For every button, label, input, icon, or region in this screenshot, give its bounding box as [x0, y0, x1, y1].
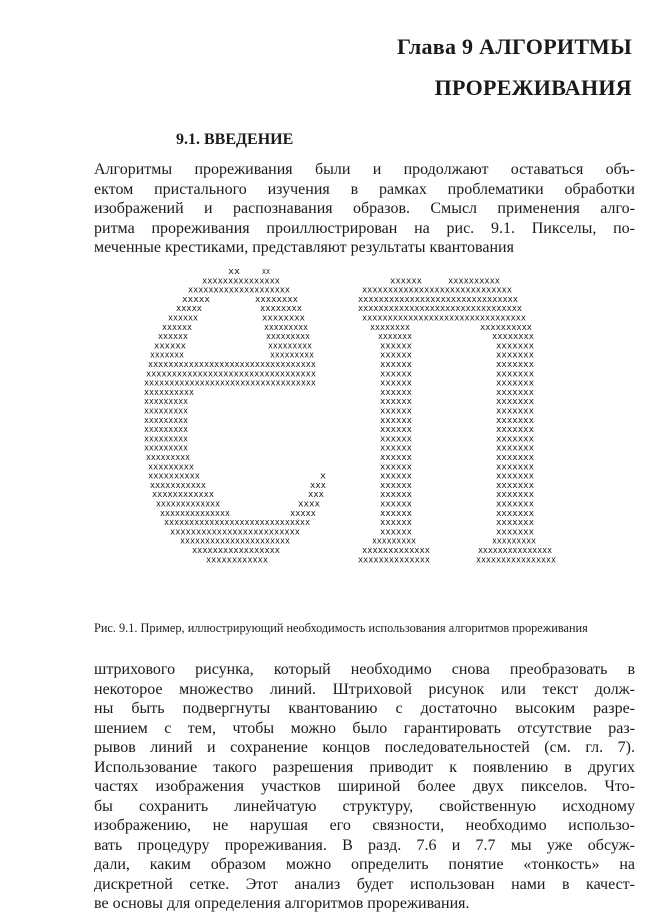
pixel-row: xxx [310, 480, 326, 491]
pixel-row: xxxxxx [380, 453, 412, 463]
intro-line: меченные крестиками, представляют результаты квантования [94, 239, 514, 256]
pixel-glyph-group [144, 267, 556, 565]
continuation-line: дали, каким образом можно определить понятие «тонкость» на [94, 856, 635, 873]
pixel-row: xxx [308, 490, 324, 501]
pixel-row: xxxxxx [380, 527, 412, 538]
pixel-row: xxxxxx [380, 397, 412, 408]
continuation-line: изображению, не нарушая его связности, необходимо использо- [94, 817, 635, 834]
continuation-paragraph [94, 660, 635, 914]
pixel-row: xxxxxx [380, 434, 412, 445]
pixel-row: xxxxxxx [496, 453, 534, 463]
pixel-row: xxxxxxx [496, 350, 534, 361]
pixel-row: xxxxxxxxxxxxxxxxxxxxxxxxxxxxx [362, 285, 512, 296]
intro-paragraph [94, 160, 635, 258]
pixel-row: xxxxxxx [496, 360, 534, 370]
continuation-line: Использование такого разрешения приводит к появлению в других [94, 758, 635, 776]
pixel-row: xxxxxxx [496, 518, 534, 529]
chapter-title-line-2: ПРОРЕЖИВАНИЯ [434, 75, 632, 100]
pixel-row: xxxxxxxxxxxxxx [358, 555, 430, 566]
intro-line: ектом пристального изучения в рамках проблематики обработки [94, 180, 635, 198]
pixel-row: xxxxxxxxx [148, 462, 194, 473]
continuation-line: ве основы для определения алгоритмов прореживания. [94, 895, 470, 912]
pixel-row: xxxxxxxx [370, 322, 410, 333]
pixel-row: xxxxxxxxxxxx [206, 555, 268, 566]
continuation-line: некоторое множество линий. Штриховой рисунок или текст долж- [94, 680, 635, 698]
pixel-row: xxxxxxx [496, 471, 534, 482]
pixel-row: xxxxxx [380, 387, 412, 398]
pixel-row: xxxxxxxxxxxxxxxxxxxxxxxxxxxxxxxxxx [144, 378, 316, 389]
continuation-line: ны быть подвергнуты квантованию с достаточно высоким разре- [94, 700, 635, 717]
intro-line: Алгоритмы прореживания были и продолжают оставаться объ- [94, 161, 635, 178]
pixel-row: xxxxxxx [496, 443, 534, 454]
pixel-row: xxxxxxxxx [144, 406, 188, 417]
pixel-row: xxxxxxxxxxxxxxxxxxxxxxxxxxxxxxxx [362, 313, 526, 324]
pixel-row: xxxxxxxxx [266, 332, 310, 343]
pixel-row: xxxxxx [380, 350, 412, 361]
pixel-row: xxxxxxxxxxxxxx [160, 508, 230, 519]
pixel-row: xxxxxxx [378, 332, 412, 343]
pixel-row: xxxxxxx [150, 350, 184, 361]
pixel-row: xxxxxx [380, 425, 412, 436]
continuation-line: частях изображения участков шириной более двух пикселов. Что- [94, 778, 635, 795]
figure-caption: Рис. 9.1. Пример, иллюстрирующий необходимость использования алгоритмов прореживания [94, 621, 588, 635]
pixel-row: xxxxxx [380, 471, 412, 482]
pixel-row: x [320, 471, 326, 482]
pixel-row: xxxxxxxxxxxxxxxxxxxxxx [180, 536, 290, 547]
pixel-row: xxxxxxx [496, 387, 534, 398]
pixel-row: xxxxxxxxxx [480, 322, 532, 333]
chapter-title [397, 26, 632, 108]
pixel-row: xxxxxxxxxxx [150, 480, 206, 491]
pixel-row: xxxxxxxxx [264, 322, 308, 333]
pixel-row: xxxxxxxxx [144, 443, 188, 454]
pixel-row: xxxxxx [380, 462, 412, 473]
pixel-row: xxxxxxxxx [144, 415, 188, 426]
pixel-row: xxxxxxxx [260, 304, 302, 315]
pixel-row: xxxxxxxxxx [148, 471, 200, 482]
pixel-row: xxxxxxxxxxxxxxxxxxxxxxxxxxxxx [164, 518, 310, 529]
pixel-row: xxxxxxxxx [144, 397, 188, 408]
continuation-line: шением с тем, чтобы можно было гарантировать отсутствие раз- [94, 719, 635, 737]
pixel-row: xxxxxxx [496, 378, 534, 389]
pixel-row: xxxxxxxxxxxxxxxx [476, 555, 556, 566]
pixel-row: xxxxxx [380, 406, 412, 417]
pixel-row: xxxxxxxxx [144, 434, 188, 445]
pixel-row: xxxxxxxxxxxxx [156, 499, 220, 510]
pixel-row: xx [262, 267, 270, 277]
pixel-row: xxxxxxxxxxxxxxxxxxxxxxxxxxxxxxx [358, 294, 518, 305]
pixel-row: xxxxxxx [496, 341, 534, 352]
pixel-row: xxxxxx [162, 322, 192, 333]
pixel-row: xxxxxxxxx [268, 341, 312, 352]
section-heading: 9.1. ВВЕДЕНИЕ [176, 131, 294, 148]
pixel-row: xxxxxx [380, 360, 412, 370]
pixel-row: xxxxxxxxx [146, 453, 190, 463]
pixel-row: xxxxxxxxx [372, 536, 416, 547]
continuation-line: бы сохранить линейчатую структуру, свойственную исходному [94, 797, 635, 815]
pixel-row: xxxxxxxxxxxxxxxxxxxxxxxxxxxxxxxxx [148, 360, 316, 370]
pixel-row: xxxxxx [380, 369, 412, 380]
pixel-row: xxxxxxxxxxxxx [362, 546, 430, 556]
continuation-line: рывов линий и сохранение концов последовательностей (см. гл. 7). [94, 739, 635, 756]
pixel-row: xxxxxxxx [255, 294, 298, 305]
pixel-row: xxxxxx [380, 490, 412, 501]
intro-line: ритма прореживания проиллюстрирован на рис. 9.1. Пикселы, по- [94, 219, 635, 237]
intro-line: изображений и распознавания образов. Смысл применения алго- [94, 200, 635, 217]
pixel-art-figure [140, 266, 585, 606]
pixel-row: xxxxxxxxxxxxxxx [202, 276, 280, 287]
pixel-row: xxxxxxx [496, 434, 534, 445]
pixel-row: xxxxxxxxxxxx [152, 490, 214, 501]
pixel-row: xxxxxxxxxxxxxxxxxxxxxxxxxxxxxxxx [358, 304, 522, 315]
pixel-row: xxxxxxx [496, 369, 534, 380]
pixel-row: xxxxxxx [496, 397, 534, 408]
pixel-row: xxxxxx [390, 276, 422, 287]
pixel-row: xxxxxx [380, 518, 412, 529]
pixel-row: xxxxxxx [496, 508, 534, 519]
pixel-row: xxxxxx [380, 480, 412, 491]
pixel-row: xxxxxxxxx [270, 350, 314, 361]
pixel-row: xxxxxxx [496, 425, 534, 436]
pixel-row: xxxxxxxxxxxxxxxxxxxx [188, 285, 290, 296]
chapter-title-line-1: Глава 9 АЛГОРИТМЫ [397, 34, 632, 59]
pixel-row: xxxxxx [380, 341, 412, 352]
pixel-row: xxxxxxxxxxxxxxxxxxxxxxxxxxxxxxxxx [146, 369, 316, 380]
pixel-row: xxxxxxx [496, 480, 534, 491]
pixel-row: xxxxxxxxx [492, 536, 536, 547]
pixel-row: xxxxxxxx [492, 332, 534, 343]
continuation-line: штрихового рисунка, который необходимо снова преобразовать в [94, 661, 635, 678]
pixel-row: xxxx [298, 499, 320, 510]
pixel-row: xxxxx [290, 508, 316, 519]
pixel-row: xxxxx [176, 304, 202, 315]
pixel-row: xxxxxx [380, 508, 412, 519]
pixel-row: xxxxxx [168, 313, 198, 324]
pixel-row: xxxxxxxxxxxxxxxxxxxxxxxxx [170, 527, 300, 538]
pixel-row: xxxxxxxxxxxxxxxxx [192, 546, 280, 556]
pixel-row: xxxxxxx [496, 415, 534, 426]
figure-9-1 [140, 266, 585, 606]
continuation-line: дискретной сетке. Этот анализ будет использован нами в качест- [94, 875, 635, 893]
pixel-row: xxxxxxxxxx [448, 276, 500, 287]
pixel-row: xxxxxx [158, 332, 188, 343]
pixel-row: xxxxxxxxxxxxxxx [478, 546, 552, 556]
pixel-row: xxxxxxx [496, 462, 534, 473]
pixel-row: xxxxx [182, 294, 210, 305]
pixel-row: xxxxxx [380, 443, 412, 454]
pixel-row: xxxxxx [154, 341, 186, 352]
pixel-row: xxxxxx [380, 415, 412, 426]
pixel-row: xxxxxx [380, 499, 412, 510]
pixel-row: xxxxxxx [496, 499, 534, 510]
pixel-row: xxxxxxx [496, 406, 534, 417]
pixel-row: xxxxxxx [496, 490, 534, 501]
pixel-row: xxxxxxxxx [144, 425, 188, 436]
pixel-row: xx [228, 267, 240, 277]
pixel-row: xxxxxxx [496, 527, 534, 538]
pixel-row: xxxxxxxxxx [144, 387, 194, 398]
continuation-line: вать процедуру прореживания. В разд. 7.6 и 7.7 мы уже обсуж- [94, 836, 635, 854]
pixel-row: xxxxxxxx [262, 313, 305, 324]
pixel-row: xxxxxx [380, 378, 412, 389]
